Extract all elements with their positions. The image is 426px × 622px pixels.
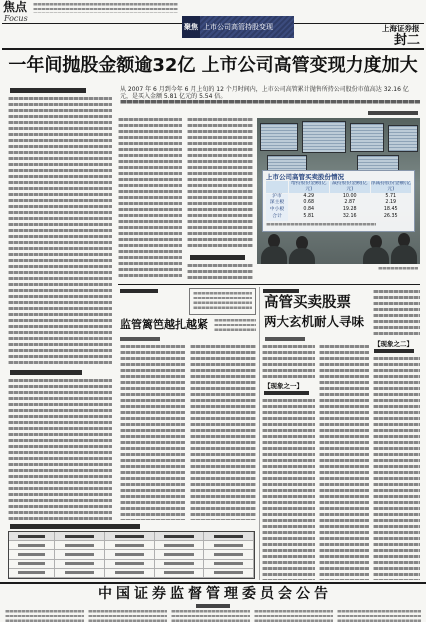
table-cell (55, 569, 105, 578)
cell-net: 18.45 (383, 207, 398, 213)
banner-title: 上市公司高管持股变现 (203, 23, 273, 31)
table-cell (105, 569, 155, 578)
table-header-cell (204, 532, 254, 541)
table-cell (155, 550, 205, 559)
subhead (264, 391, 309, 395)
body-text-column (8, 379, 112, 520)
body-text-column (319, 345, 369, 580)
overlay-table-title: 上市公司高管买卖股份情况 (266, 173, 344, 181)
data-table-overlay (262, 170, 415, 232)
section-kicker (120, 289, 158, 293)
story-headline-line-2: 两大玄机耐人寻味 (264, 314, 365, 329)
person-silhouette (289, 236, 315, 264)
story-headline: 监管篱笆越扎越紧 (120, 318, 208, 331)
announcement-text-column (337, 610, 421, 622)
lead-text: 从 2007 年 6 月到今年 6 月上旬的 12 个月时间内，上市公司高管累计抛售所持公司股份市值高达 32.16 亿元，是买入金额 5.81 亿元的 5.54 倍。 (120, 86, 409, 100)
table-cell (55, 541, 105, 550)
table-cell (55, 550, 105, 559)
byline (265, 337, 305, 341)
table-cell (155, 541, 205, 550)
row-label: 中小板 (266, 207, 288, 213)
announcement-text-column (5, 610, 84, 622)
announcement-text-column (254, 610, 333, 622)
monitor-screen (267, 155, 307, 171)
table-header-buy: 增持股份金额(亿元) (289, 181, 330, 193)
body-text-column (190, 345, 256, 520)
table-header-cell (155, 532, 205, 541)
table-cell (105, 560, 155, 569)
table-cell (204, 560, 254, 569)
cell-sell: 2.87 (344, 200, 356, 206)
row-label: 深主板 (266, 200, 288, 206)
section-kicker (263, 289, 299, 293)
body-text-column (373, 290, 420, 335)
subhead (374, 349, 414, 353)
overlay-note-line (266, 223, 376, 226)
lead-text-lines (120, 100, 420, 107)
cell-sell: 10.00 (342, 193, 357, 199)
section-title: 焦点 (3, 0, 28, 14)
table-cell (9, 560, 55, 569)
table-header-cell (105, 532, 155, 541)
subhead (190, 255, 245, 260)
table-cell (9, 550, 55, 559)
masthead-rule (2, 48, 424, 50)
subhead (10, 370, 82, 375)
body-text-column (262, 399, 315, 580)
table-title (10, 524, 140, 529)
column-rule (259, 287, 260, 580)
body-text-column (118, 118, 182, 280)
body-text-column (187, 118, 253, 250)
announcement-title: 中国证券监督管理委员会公告 (98, 586, 332, 602)
cell-sell: 32.16 (342, 214, 357, 220)
person-silhouette (363, 235, 389, 264)
row-label: 沪市 (266, 194, 288, 200)
statistics-table (8, 531, 255, 579)
banner-tag: 聚焦 (182, 16, 200, 38)
announcement-text-column (88, 610, 167, 622)
table-cell (9, 541, 55, 550)
body-text-column (262, 345, 315, 381)
subhead-phenomenon-1: 【现象之一】 (264, 382, 303, 390)
cell-buy: 5.81 (303, 214, 315, 220)
table-cell (204, 569, 254, 578)
monitor-screen (260, 123, 298, 151)
subhead-phenomenon-2: 【现象之二】 (374, 340, 413, 348)
story-headline-line-1: 高管买卖股票 (264, 295, 351, 311)
page-label: 封二 (394, 33, 421, 48)
topic-banner (182, 16, 294, 38)
subhead (10, 88, 86, 93)
newspaper-name: 上海证券报 (382, 24, 420, 33)
section-subtitle-english: Focus (4, 14, 28, 23)
body-text-column (120, 345, 185, 520)
byline (368, 111, 418, 115)
cell-net: 2.19 (385, 200, 397, 206)
table-cell (155, 569, 205, 578)
cell-net: 26.35 (383, 214, 398, 220)
announcement-rule (0, 582, 426, 584)
cell-sell: 19.28 (342, 207, 357, 213)
cell-buy: 4.29 (303, 193, 315, 199)
section-rule (118, 284, 420, 285)
photo-caption (378, 267, 418, 270)
main-headline: 一年间抛股金额逾32亿 上市公司高管变现力度加大 (8, 55, 418, 76)
table-cell (204, 550, 254, 559)
table-cell (155, 560, 205, 569)
overlay-table (266, 181, 411, 221)
monitor-screen (388, 125, 418, 152)
row-label: 合计 (266, 214, 288, 220)
cell-buy: 0.84 (303, 207, 315, 213)
lead-paragraph (120, 86, 420, 107)
body-text-column (214, 319, 256, 333)
announcement-number (196, 604, 230, 608)
cell-buy: 0.68 (303, 200, 315, 206)
table-header-cell (55, 532, 105, 541)
text-box (189, 288, 256, 315)
table-header-cell (9, 532, 55, 541)
table-cell (9, 569, 55, 578)
body-text-column (187, 264, 253, 280)
table-cell (105, 550, 155, 559)
table-header-sell: 减持股份金额(亿元) (330, 181, 371, 193)
text-box-lines (193, 292, 252, 311)
body-text-column (8, 97, 112, 365)
cell-net: 5.71 (385, 193, 397, 199)
monitor-screen (302, 121, 346, 153)
table-header-net: 净减持股份金额(亿元) (370, 181, 411, 192)
monitor-screen (357, 155, 399, 171)
monitor-screen (350, 123, 384, 152)
announcement-text-column (171, 610, 250, 622)
person-silhouette (261, 234, 287, 264)
byline (120, 337, 160, 341)
header-info-lines (33, 3, 178, 13)
news-photo (257, 118, 420, 264)
table-cell (105, 541, 155, 550)
table-cell (55, 560, 105, 569)
table-cell (204, 541, 254, 550)
table-header-corner (266, 181, 288, 193)
body-text-column (373, 357, 420, 580)
person-silhouette (391, 233, 417, 263)
